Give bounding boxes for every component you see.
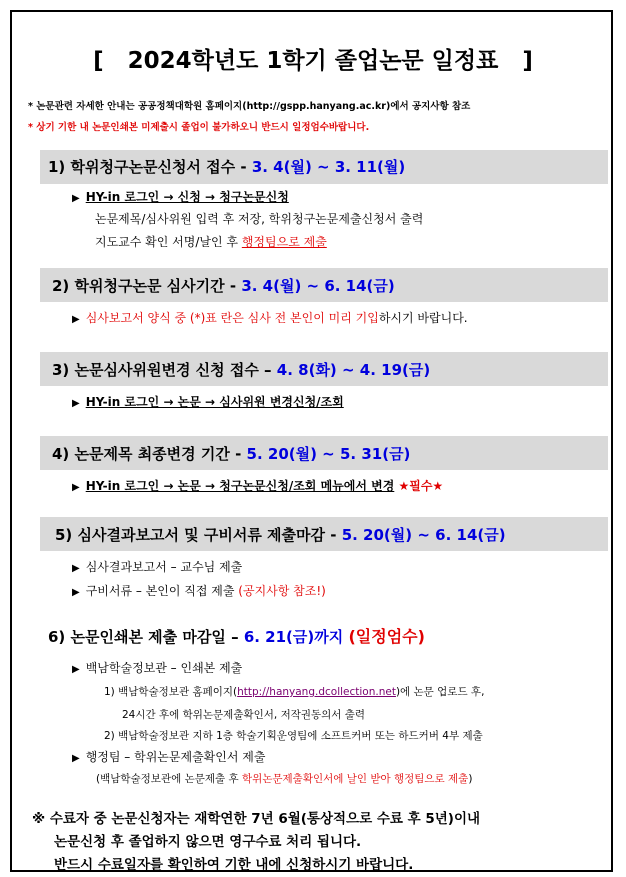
dcollection-link[interactable]: http://hanyang.dcollection.net	[237, 686, 396, 698]
section-6-line-1: ▶ 백남학술정보관 – 인쇄본 제출	[72, 661, 243, 675]
section-5-line-1: ▶ 심사결과보고서 – 교수님 제출	[72, 560, 243, 574]
section-4-date: 5. 20(월) ~ 5. 31(금)	[246, 445, 411, 463]
section-3-date: 4. 8(화) ~ 4. 19(금)	[276, 361, 431, 379]
section-1-line-3: 지도교수 확인 서명/날인 후 행정팀으로 제출	[95, 235, 327, 249]
section-6-line-5: ▶ 행정팀 – 학위논문제출확인서 제출	[72, 750, 266, 764]
section-1-line-1: ▶ HY-in 로그인 → 신청 → 청구논문신청	[72, 190, 289, 204]
section-5-line-2: ▶ 구비서류 – 본인이 직접 제출 (공지사항 참조!)	[72, 584, 326, 598]
note-homepage: * 논문관련 자세한 안내는 공공정책대학원 홈페이지(http://gspp.hanyang.ac.kr)에서 공지사항 참조	[28, 101, 471, 112]
section-6-line-2: 1) 백남학술정보관 홈페이지(http://hanyang.dcollection.net)에 논문 업로드 후,	[104, 686, 485, 698]
section-2-title: 2) 학위청구논문 심사기간 -	[52, 277, 242, 295]
triangle-bullet-icon: ▶	[72, 193, 80, 204]
section-6-heading	[48, 624, 425, 647]
section-4-title: 4) 논문제목 최종변경 기간 -	[52, 445, 247, 463]
section-5-heading	[55, 524, 506, 545]
note-warning: * 상기 기한 내 논문인쇄본 미제출시 졸업이 불가하오니 반드시 일정엄수바랍니다.	[28, 122, 370, 133]
section-3-line-1: ▶ HY-in 로그인 → 논문 → 심사위원 변경신청/조회	[72, 395, 344, 409]
section-2-date: 3. 4(월) ~ 6. 14(금)	[241, 277, 395, 295]
section-6-title: 6) 논문인쇄본 제출 마감일 –	[48, 628, 244, 646]
section-6-emphasis: (일정엄수)	[348, 627, 425, 646]
triangle-bullet-icon: ▶	[72, 398, 80, 409]
section-6-date: 6. 21(금)까지	[243, 628, 344, 646]
triangle-bullet-icon: ▶	[72, 314, 80, 325]
section-5-title: 5) 심사결과보고서 및 구비서류 제출마감 -	[55, 526, 342, 544]
section-6-line-3: 24시간 후에 학위논문제출확인서, 저작권동의서 출력	[122, 709, 366, 721]
section-2-line-1: ▶ 심사보고서 양식 중 (*)표 란은 심사 전 본인이 미리 기입하시기 바랍니다.	[72, 311, 468, 325]
section-4-line-1: ▶ HY-in 로그인 → 논문 → 청구논문신청/조회 메뉴에서 변경 ★필수★	[72, 479, 444, 493]
section-6-line-6: (백남학술정보관에 논문제출 후 학위논문제출확인서에 날인 받아 행정팀으로 제출)	[96, 773, 473, 785]
footer-line-3: 반드시 수료일자를 확인하여 기한 내에 신청하시기 바랍니다.	[54, 857, 414, 873]
triangle-bullet-icon: ▶	[72, 587, 80, 598]
section-6-line-4: 2) 백남학술정보관 지하 1층 학술기획운영팀에 소프트커버 또는 하드커버 4부 제출	[104, 730, 483, 742]
triangle-bullet-icon: ▶	[72, 482, 80, 493]
section-3-heading	[52, 359, 430, 380]
section-2-heading	[52, 275, 395, 296]
triangle-bullet-icon: ▶	[72, 664, 80, 675]
triangle-bullet-icon: ▶	[72, 753, 80, 764]
section-5-date: 5. 20(월) ~ 6. 14(금)	[341, 526, 506, 544]
footer-line-1: ※ 수료자 중 논문신청자는 재학연한 7년 6월(통상적으로 수료 후 5년)이내	[32, 811, 481, 827]
section-3-title: 3) 논문심사위원변경 신청 접수 –	[52, 361, 277, 379]
footer-line-2: 논문신청 후 졸업하지 않으면 영구수료 처리 됩니다.	[54, 834, 362, 850]
section-1-heading	[48, 156, 405, 177]
page-title: [ 2024학년도 1학기 졸업논문 일정표 ]	[93, 48, 533, 74]
section-1-date: 3. 4(월) ~ 3. 11(월)	[251, 158, 406, 176]
section-1-line-2: 논문제목/심사위원 입력 후 저장, 학위청구논문제출신청서 출력	[95, 212, 424, 226]
triangle-bullet-icon: ▶	[72, 563, 80, 574]
section-4-heading	[52, 443, 410, 464]
section-1-title: 1) 학위청구논문신청서 접수 -	[48, 158, 252, 176]
